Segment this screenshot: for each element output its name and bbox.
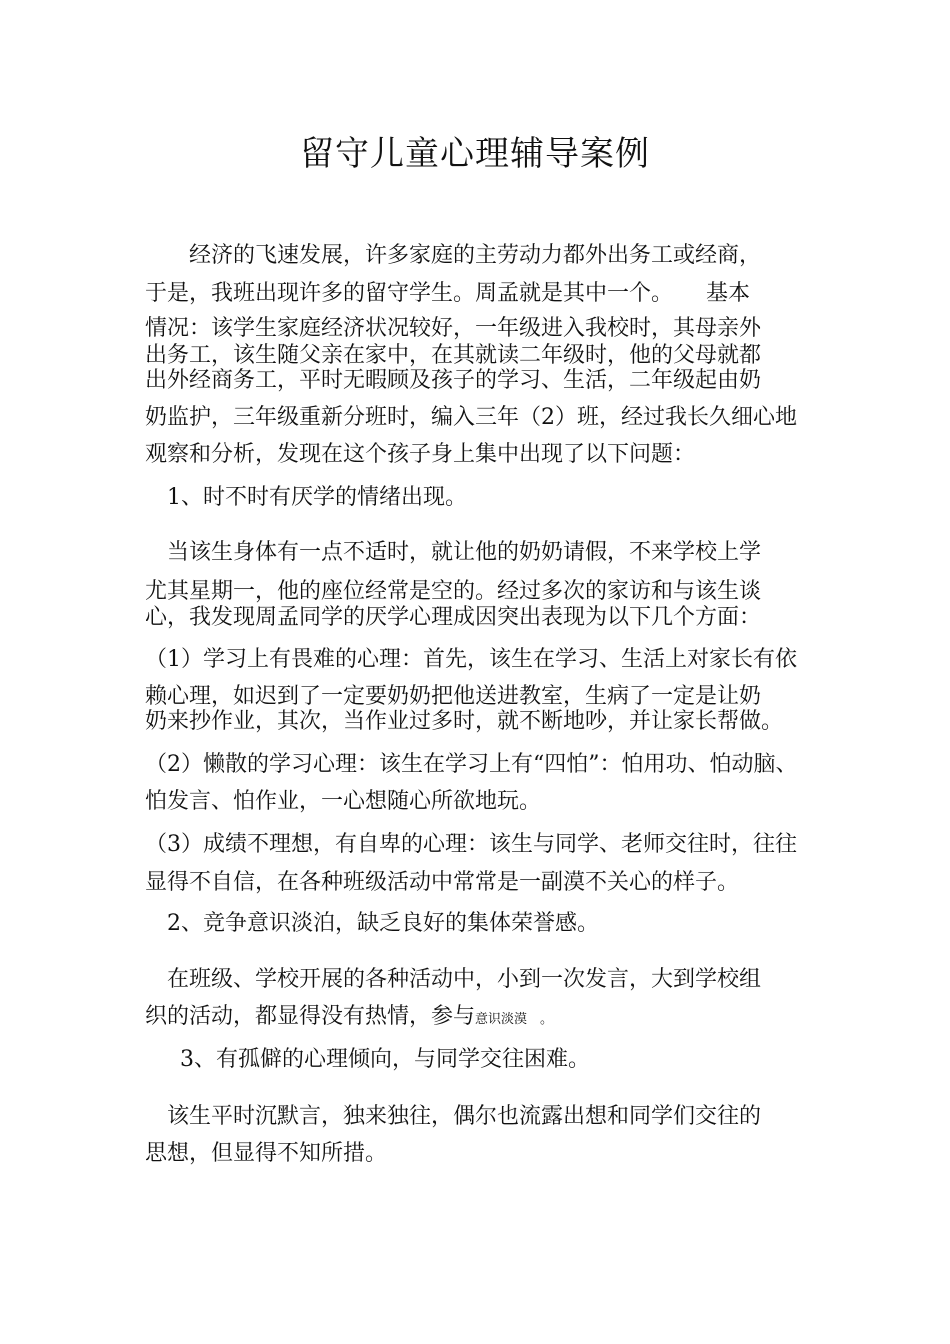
line-text: 织的活动，都显得没有热情，参与	[145, 1004, 476, 1029]
list-item-1: （1）学习上有畏难的心理：首先，该生在学习、生活上对家长有依	[145, 647, 797, 672]
paragraph-line: 心，我发现周孟同学的厌学心理成因突出表现为以下几个方面：	[145, 605, 762, 630]
paragraph-line: 赖心理，如迟到了一定要奶奶把他送进教室，生病了一定是让奶	[145, 684, 762, 709]
paragraph-line: 观察和分析，发现在这个孩子身上集中出现了以下问题：	[145, 442, 696, 467]
paragraph-line: 该生平时沉默言，独来独往，偶尔也流露出想和同学们交往的	[145, 1104, 762, 1129]
paragraph-line: 情况：该学生家庭经济状况较好，一年级进入我校时，其母亲外	[145, 316, 762, 341]
paragraph-line: 在班级、学校开展的各种活动中，小到一次发言，大到学校组	[145, 967, 762, 992]
list-item-2: （2）懒散的学习心理：该生在学习上有“四怕”：怕用功、怕动脑、	[145, 752, 798, 777]
paragraph-line: 奶监护，三年级重新分班时，编入三年（2）班，经过我长久细心地	[145, 405, 797, 430]
paragraph-line: 出务工，该生随父亲在家中，在其就读二年级时，他的父母就都	[145, 343, 762, 368]
document-title: 留守儿童心理辅导案例	[300, 134, 650, 174]
section-heading-1: 1、时不时有厌学的情绪出现。	[145, 485, 467, 510]
paragraph-line: 当该生身体有一点不适时，就让他的奶奶请假，不来学校上学	[145, 540, 762, 565]
paragraph-line: 怕发言、怕作业，一心想随心所欲地玩。	[145, 789, 542, 814]
small-annotation: 意识淡漠	[475, 1012, 528, 1027]
section-heading-3: 3、有孤僻的心理倾向，与同学交往困难。	[158, 1047, 590, 1072]
paragraph-line: 经济的飞速发展，许多家庭的主劳动力都外出务工或经商，	[145, 243, 762, 268]
paragraph-line	[145, 1002, 825, 1035]
small-period: 。	[527, 1012, 554, 1027]
paragraph-line: 于是，我班出现许多的留守学生。周孟就是其中一个。 基本	[145, 281, 751, 306]
paragraph-line: 尤其星期一，他的座位经常是空的。经过多次的家访和与该生谈	[145, 579, 762, 604]
paragraph-line: 思想，但显得不知所措。	[145, 1141, 388, 1166]
paragraph-line: 奶来抄作业，其次，当作业过多时，就不断地吵，并让家长帮做。	[145, 709, 784, 734]
paragraph-line: 出外经商务工，平时无暇顾及孩子的学习、生活，二年级起由奶	[145, 368, 762, 393]
paragraph-line: 显得不自信，在各种班级活动中常常是一副漠不关心的样子。	[145, 870, 740, 895]
list-item-3: （3）成绩不理想，有自卑的心理：该生与同学、老师交往时，往往	[145, 832, 797, 857]
section-heading-2: 2、竞争意识淡泊，缺乏良好的集体荣誉感。	[145, 911, 599, 936]
